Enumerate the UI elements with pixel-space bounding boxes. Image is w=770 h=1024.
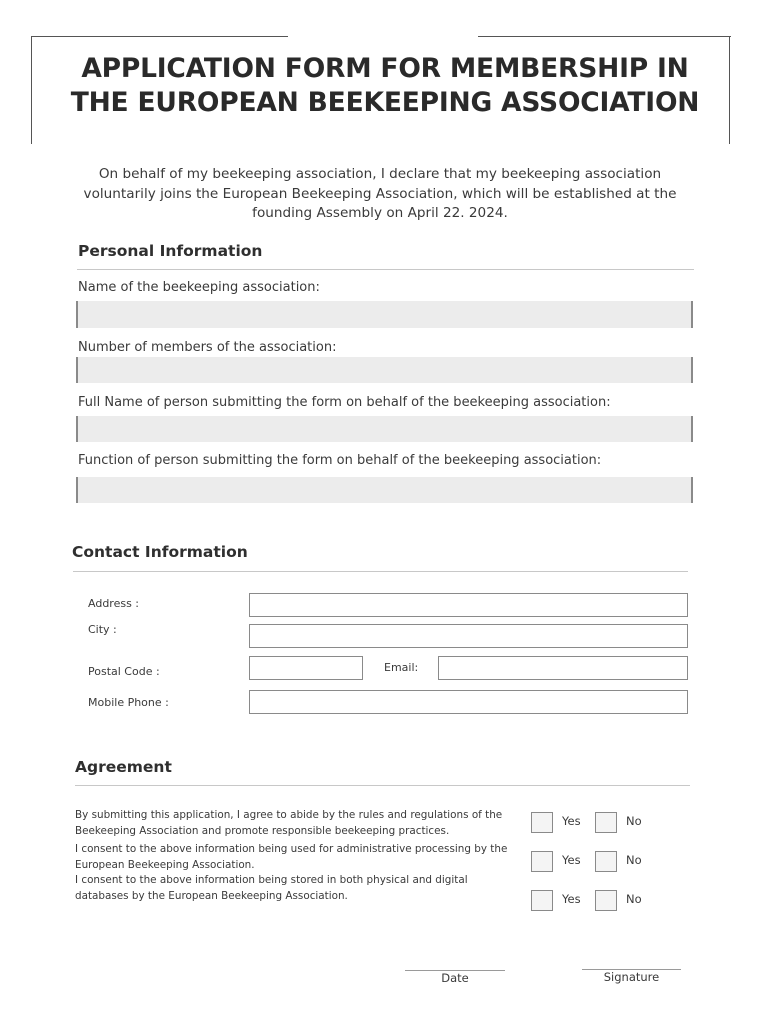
city-label: City : [88, 623, 117, 636]
consent-storage-no-label: No [626, 892, 642, 906]
intro-text: On behalf of my beekeeping association, I declare that my beekeeping association voluntarily joins the European Beekeeping Association, which will be established at the founding Assembly on April 22. 2024. [83, 166, 677, 222]
postal-code-label: Postal Code : [88, 665, 160, 678]
agreement-text-storage: I consent to the above information being stored in both physical and digital databases by the European Beekeeping Association. [75, 874, 468, 902]
association-name-label: Name of the beekeeping association: [78, 280, 320, 295]
personal-info-heading: Personal Information [78, 242, 263, 260]
agreement-heading: Agreement [75, 758, 172, 776]
submitter-name-field[interactable] [76, 416, 693, 442]
city-input[interactable] [249, 624, 688, 648]
date-label: Date [441, 971, 469, 985]
agreement-text-processing: I consent to the above information being used for administrative processing by the European Beekeeping Association. [75, 843, 508, 871]
member-count-field[interactable] [76, 357, 693, 383]
submitter-name-label: Full Name of person submitting the form on behalf of the beekeeping association: [78, 395, 611, 410]
form-title: APPLICATION FORM FOR MEMBERSHIP IN THE EUROPEAN BEEKEEPING ASSOCIATION [70, 53, 700, 118]
mobile-phone-input[interactable] [249, 690, 688, 714]
agree-rules-yes-checkbox[interactable] [531, 812, 553, 833]
consent-storage-yes-checkbox[interactable] [531, 890, 553, 911]
submitter-function-field[interactable] [76, 477, 693, 503]
agreement-rule [75, 785, 690, 786]
member-count-label: Number of members of the association: [78, 340, 337, 355]
contact-info-rule [73, 571, 688, 572]
title-frame-left [31, 36, 32, 144]
consent-processing-yes-label: Yes [562, 853, 581, 867]
contact-info-heading: Contact Information [72, 543, 248, 561]
consent-storage-no-checkbox[interactable] [595, 890, 617, 911]
mobile-phone-label: Mobile Phone : [88, 696, 169, 709]
address-label: Address : [88, 597, 140, 610]
agree-rules-no-label: No [626, 814, 642, 828]
personal-info-rule [77, 269, 694, 270]
consent-processing-no-label: No [626, 853, 642, 867]
consent-storage-yes-label: Yes [562, 892, 581, 906]
title-frame-right [729, 36, 730, 144]
address-input[interactable] [249, 593, 688, 617]
agree-rules-yes-label: Yes [562, 814, 581, 828]
postal-code-input[interactable] [249, 656, 363, 680]
agreement-text-rules: By submitting this application, I agree to abide by the rules and regulations of the Beekeeping Association and promote responsible beekeeping practices. [75, 809, 503, 837]
consent-processing-yes-checkbox[interactable] [531, 851, 553, 872]
signature-label: Signature [603, 970, 660, 984]
email-input[interactable] [438, 656, 688, 680]
email-label: Email: [384, 661, 419, 674]
submitter-function-label: Function of person submitting the form on behalf of the beekeeping association: [78, 453, 602, 468]
agree-rules-no-checkbox[interactable] [595, 812, 617, 833]
title-frame-gap [288, 33, 478, 39]
association-name-field[interactable] [76, 301, 693, 328]
consent-processing-no-checkbox[interactable] [595, 851, 617, 872]
